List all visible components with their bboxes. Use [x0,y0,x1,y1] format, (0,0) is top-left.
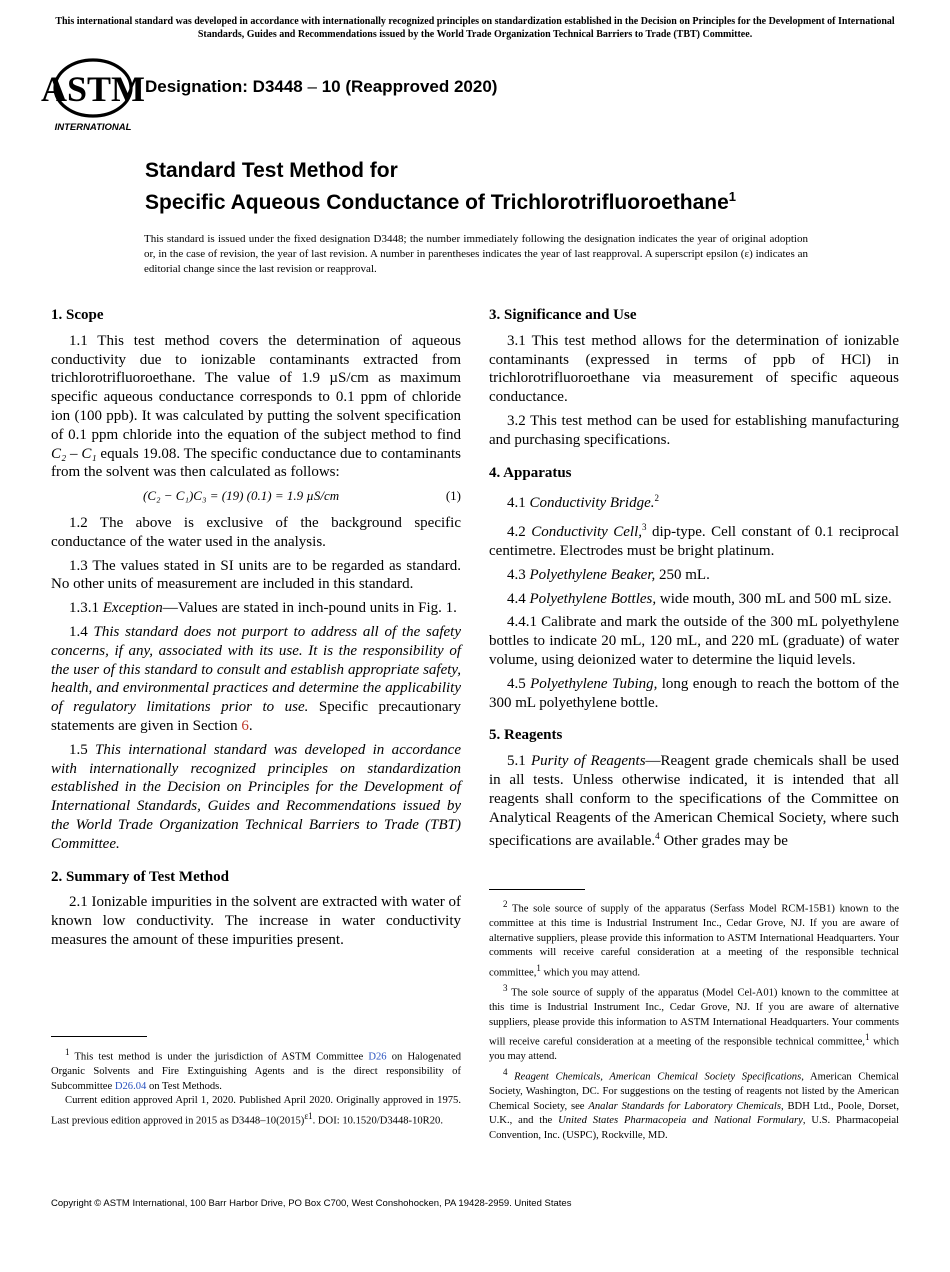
paragraph-4-5: 4.5 Polyethylene Tubing, long enough to reach the bottom of the 300 mL polyethylene bottle. [489,675,899,711]
title-footnote-ref[interactable]: 1 [728,189,737,204]
equation-1 [51,487,461,506]
paragraph-4-1: 4.1 Conductivity Bridge.$^2$ [507,493,659,512]
astm-emblem-icon [41,60,145,116]
footnote-rule-right [489,889,585,890]
footnote-4: $^4$ Reagent Chemicals, American Chemical Society Specifications, American Chemical Society, Washington, DC. For suggestions on the testing of reagents not listed by the American Chemical Society, see Analar Standards for Laboratory Chemicals, BDH Ltd., Poole, Dorset, U.K., and the United States Pharmacopeia and National Formulary, U.S. Pharmacopeial Convention, Inc. (USPC), Rockville, MD. [489,1067,899,1141]
preamble: This standard is issued under the fixed designation D3448; the number immediately following the designation indicates the year of original adoption or, in the case of revision, the year of last revision. A number in parentheses indicates the year of last reapproval. A superscript epsilon (ε) indicates an editorial change since the last revision or reapproval. [144,233,808,275]
paragraph-5-1: 5.1 Purity of Reagents—Reagent grade chemicals shall be used in all tests. Unless otherwise indicated, it is intended that all reagents shall conform to the specifications of the Committee on Analytical Reagents of the American Chemical Society, where such specifications are available.$^4$ Other grades may be [489,753,899,850]
copyright-footer: Copyright © ASTM International, 100 Barr Harbor Drive, PO Box C700, West Conshohocken, PA 19428-2959. United States [51,1198,572,1209]
paragraph-1-4: 1.4 This standard does not purport to address all of the safety concerns, if any, associated with its use. It is the responsibility of the user of this standard to consult and establish appropriate safety, health, and environmental practices and determine the applicability of regulatory limitations prior to use. Specific precautionary statements are given in Section 6. [51,623,462,734]
paragraph-1-2: 1.2 The above is exclusive of the background specific conductance of the water used in the analysis. [51,514,461,550]
subcommittee-d26-04-link[interactable]: D26.04 [114,1080,147,1092]
designation-dash: – [307,77,317,96]
paragraph-1-5: 1.5 This international standard was developed in accordance with internationally recognized principles on standardization established in the Decision on Principles for the Development of International Standards, Guides and Recommendations issued by the World Trade Organization Technical Barriers to Trade (TBT) Committee. [51,741,461,852]
title-line1: Standard Test Method for [145,159,398,182]
footnotes-left [51,1045,461,1129]
footnote-1: $^1$ This test method is under the jurisdiction of ASTM Committee D26 on Halogenated Organic Solvents and Fire Extinguishing Agents and is the direct responsibility of Subcommittee D26.04 on Test Methods. [51,1047,461,1092]
right-column [489,306,899,856]
designation-label: Designation: D3448 [145,77,303,96]
designation [145,77,497,97]
section-apparatus-heading: 4. Apparatus [489,464,572,481]
left-column [51,306,461,955]
equation-number: (1) [445,488,461,504]
footnote-rule-left [51,1036,147,1037]
paragraph-4-2: 4.2 Conductivity Cell,$^3$ dip-type. Cell constant of 0.1 reciprocal centimetre. Electrodes must be bright platinum. [489,522,899,559]
section-6-link[interactable]: 6 [241,717,249,734]
section-scope-heading: 1. Scope [51,307,104,323]
equation-body: (C₂ − C₁)C₃ = (19) (0.1) = 1.9 µS/cm [143,488,340,504]
document-title [145,158,736,216]
designation-rest: 10 (Reapproved 2020) [321,77,498,96]
committee-d26-link[interactable]: D26 [368,1051,387,1063]
paragraph-1-1: 1.1 This test method covers the determination of aqueous conductivity due to ionizable contaminants extracted from trichlorotrifluoroethane. The value of 1.9 µS/cm as maximum specific aqueous conductance corresponds to 0.1 ppm of chloride ion (100 ppb). It was calculated by putting the solvent specification of 0.1 ppm chloride into the equation of the subject method to find C₂ – C₁ equals 19.08. The specific conductance due to contaminants from the solvent was then calculated as follows: [51,332,461,481]
footnotes-right [489,897,899,1144]
logo-org: INTERNATIONAL [54,122,132,133]
paragraph-4-4: 4.4 Polyethylene Bottles, wide mouth, 300 mL and 500 mL size. [507,590,892,607]
paragraph-3-2: 3.2 This test method can be used for establishing manufacturing and purchasing specifications. [489,412,899,448]
title-line2: Specific Aqueous Conductance of Trichlorotrifluoroethane$^1$ [145,189,737,214]
footnote-3: $^3$ The sole source of supply of the apparatus (Model Cel-A01) known to the committee at this time is Industrial Instrument Inc., Cedar Grove, NJ. If you are aware of alternative suppliers, please provide this information to ASTM International Headquarters. Your comments will receive careful consideration at a meeting of the responsible technical committee,$^1$ which you may attend. [489,983,899,1063]
logo-mark: ASTM [40,69,146,109]
paragraph-2-1: 2.1 Ionizable impurities in the solvent are extracted with water of known low conductivity. The increase in water conductivity measures the amount of these impurities present. [51,894,461,948]
section-summary-heading: 2. Summary of Test Method [51,868,229,885]
section-reagents-heading: 5. Reagents [489,727,563,744]
paragraph-1-3: 1.3 The values stated in SI units are to be regarded as standard. No other units of measurement are included in this standard. [51,557,461,593]
footnote-2: $^2$ The sole source of supply of the apparatus (Serfass Model RCM-15B1) known to the committee at this time is Industrial Instrument Inc., Cedar Grove, NJ. If you are aware of alternative suppliers, please provide this information to ASTM International Headquarters. Your comments will receive careful consideration at a meeting of the responsible technical committee,$^1$ which you may attend. [489,899,899,979]
paragraph-3-1: 3.1 This test method allows for the determination of ionizable contaminants (expressed in terms of ppb of HCl) in trichlorotrifluoroethane via measurement of specific aqueous conductance. [489,332,899,406]
paragraph-1-3-1: 1.3.1 Exception—Values are stated in inch-pound units in Fig. 1. [69,600,457,617]
standard-notice: This international standard was developed in accordance with internationally recognized principles on standardization established in the Decision on Principles for the Development of International Standards, Guides and Recommendations issued by the World Trade Organization Technical Barriers to Trade (TBT) Committee. [55,16,895,40]
section-significance-heading: 3. Significance and Use [489,307,637,323]
paragraph-4-3: 4.3 Polyethylene Beaker, 250 mL. [507,566,710,583]
paragraph-4-4-1: 4.4.1 Calibrate and mark the outside of the 300 mL polyethylene bottles to indicate 20 mL, 120 mL, and 220 mL (graduate) of water volume, using deionized water to determine the liquid levels. [489,614,899,668]
footnote-1-edition: Current edition approved April 1, 2020. Published April 2020. Originally approved in 1975. Last previous edition approved in 2015 as D3448–10(2015)$^{\varepsilon 1}$. DOI: 10.1520/D3448-10R20. [51,1095,461,1127]
astm-logo [40,57,146,135]
